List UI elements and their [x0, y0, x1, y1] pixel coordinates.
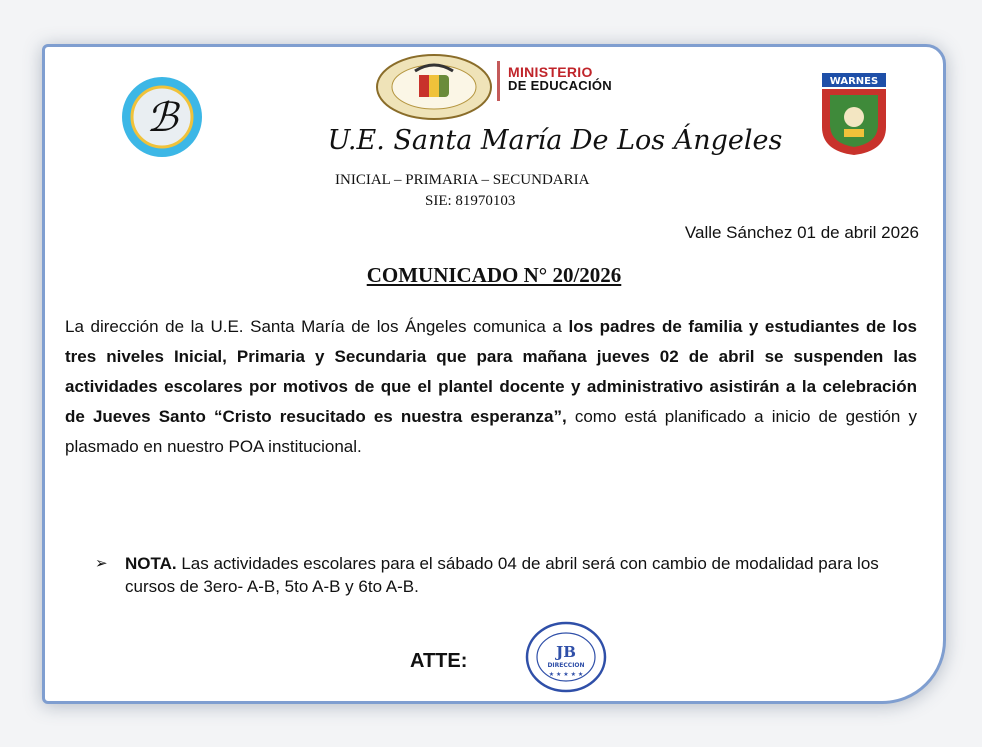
- school-name: U.E. Santa María De Los Ángeles: [327, 125, 783, 156]
- svg-text:JB: JB: [556, 643, 576, 661]
- ministry-line2: DE EDUCACIÓN: [508, 78, 612, 93]
- date-line: Valle Sánchez 01 de abril 2026: [684, 223, 919, 242]
- ministry-divider: [497, 61, 500, 101]
- atte-label: ATTE:: [410, 650, 468, 672]
- school-levels: INICIAL – PRIMARIA – SECUNDARIA: [335, 172, 590, 188]
- direction-stamp-icon: [525, 621, 607, 693]
- svg-text:★ ★ ★ ★ ★: ★ ★ ★ ★ ★: [548, 671, 584, 678]
- presidential-seal-icon: [375, 53, 493, 121]
- body-intro: La dirección de la U.E. Santa María de los Ángeles comunica a: [65, 317, 569, 336]
- body-outro: como está planificado a inicio de gestión y plasmado en nuestro POA institucional.: [65, 407, 917, 456]
- note-text: Las actividades escolares para el sábado 04 de abril será con cambio de modalidad para los cursos de 3ero- A-B, 5to A-B y 6to A-B.: [125, 554, 879, 596]
- body-paragraph: [65, 312, 917, 462]
- svg-text:WARNES: WARNES: [829, 76, 879, 87]
- svg-text:DIRECCION: DIRECCION: [547, 662, 585, 669]
- arrow-bullet-icon: ➢: [95, 555, 108, 572]
- document-title: COMUNICADO N° 20/2026: [366, 263, 622, 287]
- ministry-line1: MINISTERIO: [508, 64, 593, 80]
- body-bold: los padres de familia y estudiantes de los tres niveles Inicial, Primaria y Secundaria que para mañana jueves 02 de abril se suspenden las actividades escolares por motivos de que el plantel docente y administrativo asistirán a la celebración de Jueves Santo “Cristo resucitado es nuestra esperanza”,: [65, 317, 917, 426]
- ministry-label: [508, 65, 612, 93]
- note-item: [95, 552, 915, 598]
- school-sie: SIE: 81970103: [425, 193, 516, 209]
- note-label: NOTA.: [125, 554, 177, 573]
- svg-text:ℬ: ℬ: [146, 95, 178, 141]
- document-frame: [42, 44, 946, 704]
